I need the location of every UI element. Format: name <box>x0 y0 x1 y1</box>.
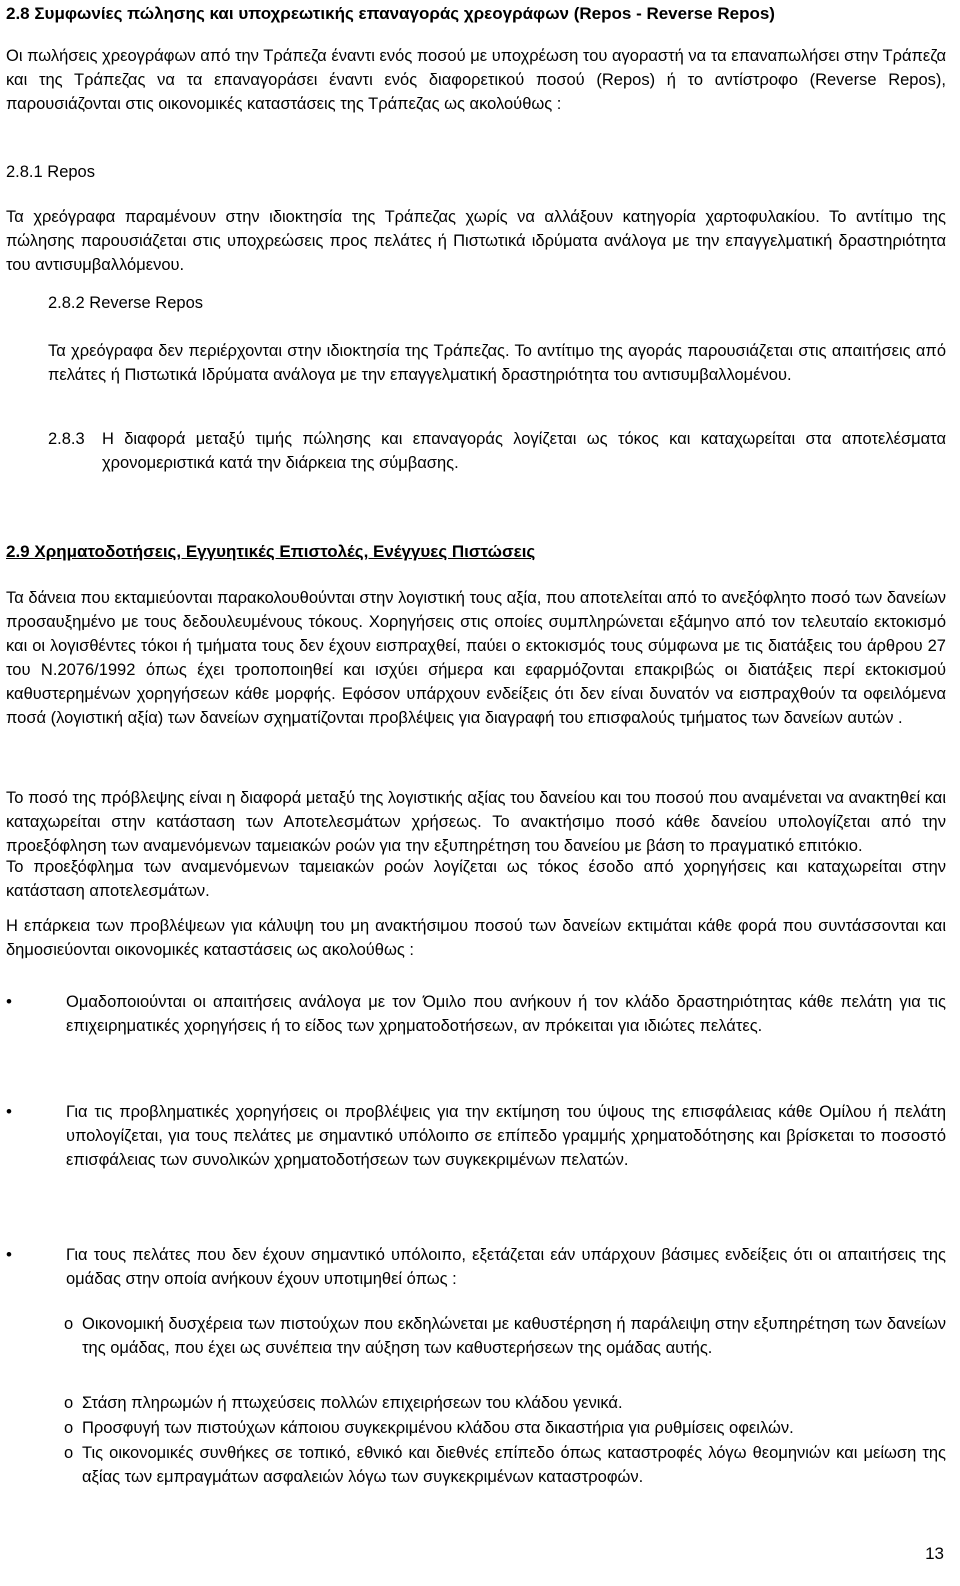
sub-bullet-item <box>64 1441 946 1489</box>
sub-bullet-text: Προσφυγή των πιστούχων κάποιου συγκεκριμένου κλάδου στα δικαστήρια για ρυθμίσεις οφειλών. <box>82 1419 794 1437</box>
sub-bullet-text: Οικονομική δυσχέρεια των πιστούχων που εκδηλώνεται με καθυστέρηση ή παράλειψη στην εξυπηρέτηση των δανείων της ομάδας, που έχει ως συνέπεια την αύξηση των καθυστερήσεων της ομάδας αυτής. <box>82 1315 946 1357</box>
bullet-item <box>6 1243 946 1291</box>
bullet-mark: • <box>6 992 12 1011</box>
sub-bullet-text: Τις οικονομικές συνθήκες σε τοπικό, εθνικό και διεθνές επίπεδο όπως καταστροφές λόγω θεομηνιών και μείωση της αξίας των εμπραγμάτων ασφαλειών λόγω των συγκεκριμένων καταστροφών. <box>82 1444 946 1486</box>
bullet-mark: • <box>6 1245 12 1264</box>
section-2-9-paragraph-4: Η επάρκεια των προβλέψεων για κάλυψη του μη ανακτήσιμου ποσού των δανείων εκτιμάται κάθε φορά που συντάσσονται και δημοσιεύονται οικονομικές καταστάσεις ως ακολούθως : <box>6 917 946 959</box>
bullet-item <box>6 990 946 1038</box>
subsection-2-8-3-number: 2.8.3 <box>48 430 85 448</box>
sub-bullet-mark: o <box>64 1419 74 1437</box>
section-2-9-paragraph-2: Το ποσό της πρόβλεψης είναι η διαφορά μεταξύ της λογιστικής αξίας του δανείου και του ποσού που αναμένεται να ανακτηθεί και καταχωρείται στην κατάσταση των Αποτελεσμάτων χρήσεως. Το ανακτήσιμο ποσό κάθε δανείου υπολογίζεται από την προεξόφληση των αναμενόμενων ταμειακών ροών για την εξυπηρέτηση του δανείου με βάση το πραγματικό επιτόκιο. <box>6 789 946 855</box>
sub-bullet-item <box>64 1416 946 1440</box>
subsection-2-8-1-title: 2.8.1 Repos <box>6 163 95 181</box>
bullet-text: Για τους πελάτες που δεν έχουν σημαντικό υπόλοιπο, εξετάζεται εάν υπάρχουν βάσιμες ενδείξεις ότι οι απαιτήσεις της ομάδας στην οποία ανήκουν έχουν υποτιμηθεί όπως : <box>66 1246 946 1288</box>
section-2-8-intro: Οι πωλήσεις χρεογράφων από την Τράπεζα έναντι ενός ποσού με υποχρέωση του αγοραστή να τα επαναπωλήσει στην Τράπεζα και της Τράπεζας να τα επαναγοράσει έναντι ενός διαφορετικού ποσού (Repos) ή το αντίστροφο (Reverse Repos), παρουσιάζονται στις οικονομικές καταστάσεις της Τράπεζας ως ακολούθως : <box>6 47 946 113</box>
section-2-9-paragraph-1: Τα δάνεια που εκταμιεύονται παρακολουθούνται στην λογιστική τους αξία, που αποτελείται από το ανεξόφλητο ποσό των δανείων προσαυξημένο με τους δεδουλευμένους τόκους. Χορηγήσεις στις οποίες συμπληρώνεται εξάμηνο από τον τελευταίο εκτοκισμό και οι λογισθέντες τόκοι ή τμήματα τους δεν έχουν εισπραχθεί, παύει ο εκτοκισμός τους σύμφωνα με τις διατάξεις του άρθρου 27 του Ν.2076/1992 όπως έχει τροποποιηθεί και ισχύει σήμερα και εφαρμόζονται επακριβώς οι διατάξεις περί εκτοκισμού καθυστερημένων χορηγήσεων κάθε μορφής. Εφόσον υπάρχουν ενδείξεις ότι δεν είναι δυνατόν να εισπραχθούν τα οφειλόμενα ποσά (λογιστική αξία) των δανείων σχηματίζονται προβλέψεις για διαγραφή του επισφαλούς τμήματος των δανείων αυτών . <box>6 589 946 727</box>
section-2-9-paragraph-3: Το προεξόφλημα των αναμενόμενων ταμειακών ροών λογίζεται ως τόκος έσοδο από χορηγήσεις και καταχωρείται στην κατάσταση αποτελεσμάτων. <box>6 858 946 900</box>
sub-bullet-mark: o <box>64 1444 74 1462</box>
sub-bullet-text: Στάση πληρωμών ή πτωχεύσεις πολλών επιχειρήσεων του κλάδου γενικά. <box>82 1394 623 1412</box>
sub-bullet-item <box>64 1391 946 1415</box>
section-2-9-heading: 2.9 Χρηματοδοτήσεις, Εγγυητικές Επιστολές, Ενέγγυες Πιστώσεις <box>6 542 536 561</box>
bullet-text: Για τις προβληματικές χορηγήσεις οι προβλέψεις για την εκτίμηση του ύψους της επισφάλειας κάθε Ομίλου ή πελάτη υπολογίζεται, για τους πελάτες με σημαντικό υπόλοιπο σε επίπεδο γραμμής χρηματοδότησης και βρίσκεται το ποσοστό επισφάλειας των συνολικών χρηματοδοτήσεων των συγκεκριμένων πελατών. <box>66 1103 946 1169</box>
bullet-mark: • <box>6 1102 12 1121</box>
sub-bullet-item <box>64 1312 946 1360</box>
page-number: 13 <box>925 1544 944 1563</box>
bullet-item <box>6 1100 946 1172</box>
sub-bullet-mark: o <box>64 1315 74 1333</box>
subsection-2-8-2-title: 2.8.2 Reverse Repos <box>48 294 204 312</box>
subsection-2-8-3-text: Η διαφορά μεταξύ τιμής πώλησης και επαναγοράς λογίζεται ως τόκος και καταχωρείται στα αποτελέσματα χρονομεριστικά κατά την διάρκεια της σύμβασης. <box>102 430 946 472</box>
section-2-8-heading: 2.8 Συμφωνίες πώλησης και υποχρεωτικής επαναγοράς χρεογράφων (Repos - Reverse Repos) <box>6 4 775 23</box>
subsection-2-8-2-text: Τα χρεόγραφα δεν περιέρχονται στην ιδιοκτησία της Τράπεζας. Το αντίτιμο της αγοράς παρουσιάζεται στις απαιτήσεις από πελάτες ή Πιστωτικά Ιδρύματα ανάλογα με την επαγγελματική δραστηριότητα του αντισυμβαλλομένου. <box>48 342 946 384</box>
sub-bullet-mark: o <box>64 1394 74 1412</box>
subsection-2-8-1-text: Τα χρεόγραφα παραμένουν στην ιδιοκτησία της Τράπεζας χωρίς να αλλάξουν κατηγορία χαρτοφυλακίου. Το αντίτιμο της πώλησης παρουσιάζεται στις υποχρεώσεις προς πελάτες ή Πιστωτικά ιδρύματα ανάλογα με την επαγγελματική δραστηριότητα του αντισυμβαλλόμενου. <box>6 208 946 274</box>
bullet-text: Ομαδοποιούνται οι απαιτήσεις ανάλογα με τον Όμιλο που ανήκουν ή τον κλάδο δραστηριότητας κάθε πελάτη για τις επιχειρηματικές χορηγήσεις ή το είδος των χρηματοδοτήσεων, αν πρόκειται για ιδιώτες πελάτες. <box>66 993 946 1035</box>
